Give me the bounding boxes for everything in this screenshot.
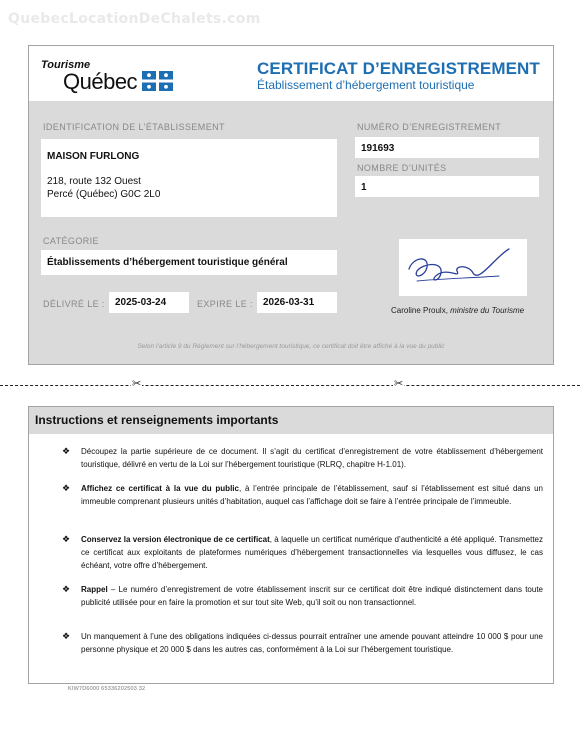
quebec-flag-icon	[142, 71, 173, 91]
certificate-title: CERTIFICAT D’ENREGISTREMENT	[257, 59, 540, 78]
identification-label: IDENTIFICATION DE L’ÉTABLISSEMENT	[43, 122, 225, 132]
expires-date: 2026-03-31	[263, 297, 315, 308]
registration-number: 191693	[361, 143, 395, 154]
scissors-icon: ✂	[132, 378, 142, 390]
bullet-icon: ❖	[62, 446, 71, 456]
address-line-1: 218, route 132 Ouest	[47, 176, 141, 187]
cut-line	[0, 385, 580, 386]
certificate-panel	[28, 45, 554, 365]
signature-image	[399, 239, 527, 296]
units-label: NOMBRE D’UNITÉS	[357, 163, 447, 173]
expires-label: EXPIRE LE :	[197, 299, 253, 309]
issued-box	[109, 292, 189, 313]
scissors-icon: ✂	[394, 378, 404, 390]
instruction-lead: Rappel	[81, 585, 108, 594]
category-label: CATÉGORIE	[43, 236, 99, 246]
issued-label: DÉLIVRÉ LE :	[43, 299, 105, 309]
signature-caption	[391, 306, 524, 315]
registration-number-box	[355, 137, 539, 158]
bullet-icon: ❖	[62, 584, 71, 594]
instruction-item	[81, 533, 543, 572]
instruction-lead: Conservez la version électronique de ce certificat	[81, 535, 270, 544]
address-line-2: Percé (Québec) G0C 2L0	[47, 189, 161, 200]
display-note: Selon l’article 9 du Règlement sur l’hébergement touristique, ce certificat doit être affiché à la vue du public	[137, 343, 445, 350]
instruction-text: , à laquelle un certificat numérique d’authenticité a été appliqué. Transmettez ce certificat aux exploitants de plateformes numériques d’hébergement transactionnelles via lesquelles vous diffusez, le cas échéant, votre offre d’hébergement.	[81, 535, 543, 570]
instruction-item	[81, 583, 543, 609]
bullet-icon: ❖	[62, 631, 71, 641]
instructions-panel	[28, 406, 554, 684]
category-value: Établissements d’hébergement touristique général	[47, 257, 288, 268]
logo-small-text: Tourisme	[41, 59, 91, 71]
instruction-text: Découpez la partie supérieure de ce document. Il s’agit du certificat d’enregistrement de votre établissement d’hébergement touristique, délivré en vertu de la Loi sur l’hébergement touristique (RLRQ, chapitre H-1.01).	[81, 447, 543, 469]
signatory-name: Caroline Proulx,	[391, 306, 448, 315]
instruction-text: – Le numéro d’enregistrement de votre établissement inscrit sur ce certificat doit être indiqué distinctement dans toute publicité utilisée pour en faire la promotion et sur tout site Web, qu’il soit ou non transactionnel.	[81, 585, 543, 607]
instruction-text: Un manquement à l’une des obligations indiquées ci-dessus pourrait entraîner une amende pouvant atteindre 10 000 $ pour une personne physique et 20 000 $ dans les autres cas, conformément à la Loi sur l’hébergement touristique.	[81, 632, 543, 654]
registration-number-label: NUMÉRO D’ENREGISTREMENT	[357, 122, 502, 132]
signature-box	[399, 239, 527, 296]
tourisme-quebec-logo	[39, 59, 209, 97]
instructions-header	[29, 407, 553, 434]
bullet-icon: ❖	[62, 483, 71, 493]
units-count: 1	[361, 182, 367, 193]
watermark-text: QuebecLocationDeChalets.com	[8, 11, 261, 27]
identification-box	[41, 139, 337, 217]
instruction-item	[81, 445, 543, 471]
issued-date: 2025-03-24	[115, 297, 167, 308]
certificate-header	[29, 46, 553, 101]
document-code: KIW7D6000 65336202503 32	[68, 686, 146, 692]
instruction-item	[81, 482, 543, 508]
certificate-subtitle: Établissement d’hébergement touristique	[257, 78, 475, 92]
establishment-name: MAISON FURLONG	[47, 151, 140, 162]
instruction-text: , à l’entrée principale de l’établissement, sauf si l’établissement est situé dans un immeuble comprenant plusieurs unités d’habitation, auquel cas l’affichage doit se faire à l’entrée principale de l’immeuble.	[81, 484, 543, 506]
instruction-item	[81, 630, 543, 656]
instructions-title: Instructions et renseignements importants	[35, 413, 279, 427]
instruction-lead: Affichez ce certificat à la vue du public	[81, 484, 239, 493]
logo-big-text: Québec	[63, 69, 138, 94]
signatory-role: ministre du Tourisme	[450, 306, 525, 315]
bullet-icon: ❖	[62, 534, 71, 544]
expires-box	[257, 292, 337, 313]
category-box	[41, 250, 337, 275]
units-box	[355, 176, 539, 197]
